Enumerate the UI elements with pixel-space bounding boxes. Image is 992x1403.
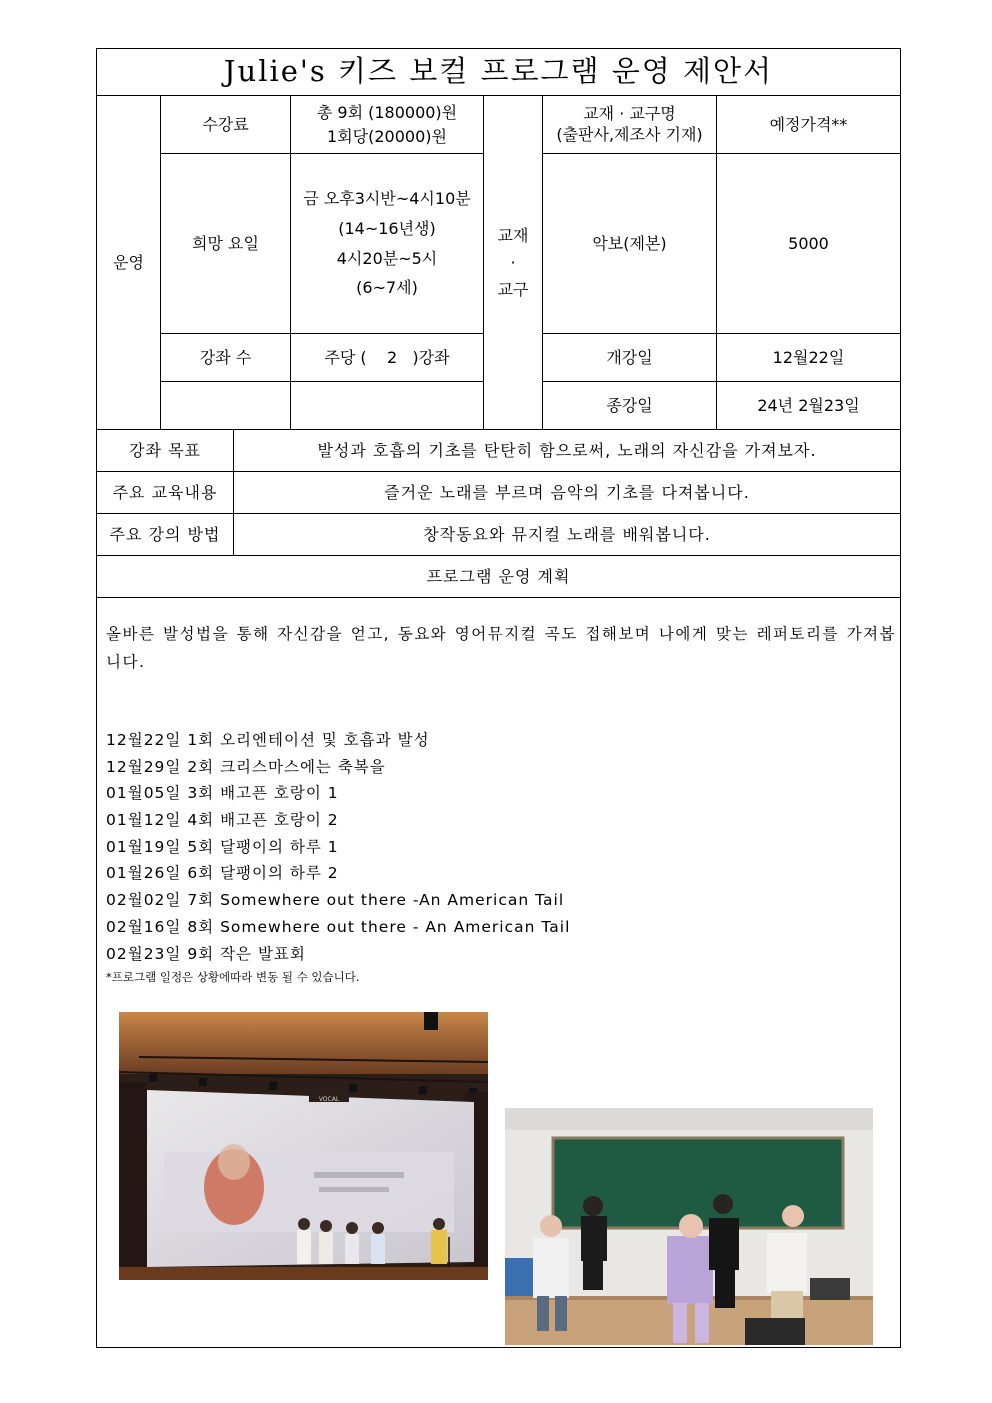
schedule-list bbox=[106, 727, 570, 967]
goal-label: 강좌 목표 bbox=[96, 429, 234, 472]
content-value: 즐거운 노래를 부르며 음악의 기초를 다져봅니다. bbox=[233, 471, 901, 514]
start-date-value: 12월22일 bbox=[716, 333, 901, 382]
schedule-item: 02월23일 9회 작은 발표회 bbox=[106, 944, 306, 963]
method-label: 주요 강의 방법 bbox=[96, 513, 234, 556]
method-value: 창작동요와 뮤지컬 노래를 배워봅니다. bbox=[233, 513, 901, 556]
materials-name-header bbox=[542, 95, 717, 154]
day-value bbox=[290, 153, 484, 334]
classroom-photo bbox=[505, 1108, 873, 1345]
materials-label-2: 교구 bbox=[497, 280, 529, 300]
document-title: Julie's 키즈 보컬 프로그램 운영 제안서 bbox=[96, 48, 901, 96]
end-date-value: 24년 2월23일 bbox=[716, 381, 901, 430]
end-date-label: 종강일 bbox=[542, 381, 717, 430]
schedule-item: 02월16일 8회 Somewhere out there - An American Tail bbox=[106, 917, 571, 936]
schedule-item: 01월19일 5회 달팽이의 하루 1 bbox=[106, 837, 339, 856]
start-date-label: 개강일 bbox=[542, 333, 717, 382]
schedule-item: 12월29일 2회 크리스마스에는 축복을 bbox=[106, 757, 386, 776]
schedule-item: 12월22일 1회 오리엔테이션 및 호흡과 발성 bbox=[106, 731, 430, 749]
goal-value: 발성과 호흡의 기초를 탄탄히 함으로써, 노래의 자신감을 가져보자. bbox=[233, 429, 901, 472]
materials-label-1: 교재 bbox=[497, 225, 529, 245]
fee-total: 총 9회 (180000)원 bbox=[316, 102, 458, 122]
operation-section-label: 운영 bbox=[96, 95, 161, 430]
day-group-1: (14~16년생) bbox=[338, 218, 436, 238]
schedule-item: 01월12일 4회 배고픈 호랑이 2 bbox=[106, 811, 339, 830]
plan-intro: 올바른 발성법을 통해 자신감을 얻고, 동요와 영어뮤지컬 곡도 접해보며 나에게 맞는 레퍼토리를 가져봅니다. bbox=[106, 625, 896, 671]
material-item-price: 5000 bbox=[716, 153, 901, 334]
day-label: 희망 요일 bbox=[160, 153, 291, 334]
materials-price-header: 예정가격** bbox=[716, 95, 901, 154]
schedule-item: 02월02일 7회 Somewhere out there -An American Tail bbox=[106, 891, 565, 910]
content-label: 주요 교육내용 bbox=[96, 471, 234, 514]
schedule-item: 01월26일 6회 달팽이의 하루 2 bbox=[106, 864, 339, 883]
materials-name-header-1: 교재 · 교구명 bbox=[583, 103, 676, 123]
fee-per-session: 1회당(20000)원 bbox=[327, 126, 447, 146]
stage-screen-text: VOCAL bbox=[318, 1096, 340, 1103]
fee-value bbox=[290, 95, 484, 154]
day-group-2: (6~7세) bbox=[356, 278, 418, 298]
material-item-name: 악보(제본) bbox=[542, 153, 717, 334]
day-time-1: 금 오후3시반~4시10분 bbox=[303, 189, 471, 209]
materials-name-header-2: (출판사,제조사 기재) bbox=[556, 124, 703, 144]
materials-section-label bbox=[483, 95, 543, 430]
empty-cell-1 bbox=[160, 381, 291, 430]
empty-cell-2 bbox=[290, 381, 484, 430]
plan-header: 프로그램 운영 계획 bbox=[96, 555, 901, 598]
fee-label: 수강료 bbox=[160, 95, 291, 154]
schedule-item: 01월05일 3회 배고픈 호랑이 1 bbox=[106, 784, 339, 803]
lectures-label: 강좌 수 bbox=[160, 333, 291, 382]
schedule-note: *프로그램 일정은 상황에따라 변동 될 수 있습니다. bbox=[106, 970, 360, 984]
day-time-2: 4시20분~5시 bbox=[336, 248, 438, 268]
stage-performance-photo bbox=[119, 1012, 488, 1280]
lectures-value: 주당 ( 2 )강좌 bbox=[290, 333, 484, 382]
materials-label-dot: · bbox=[510, 252, 516, 272]
